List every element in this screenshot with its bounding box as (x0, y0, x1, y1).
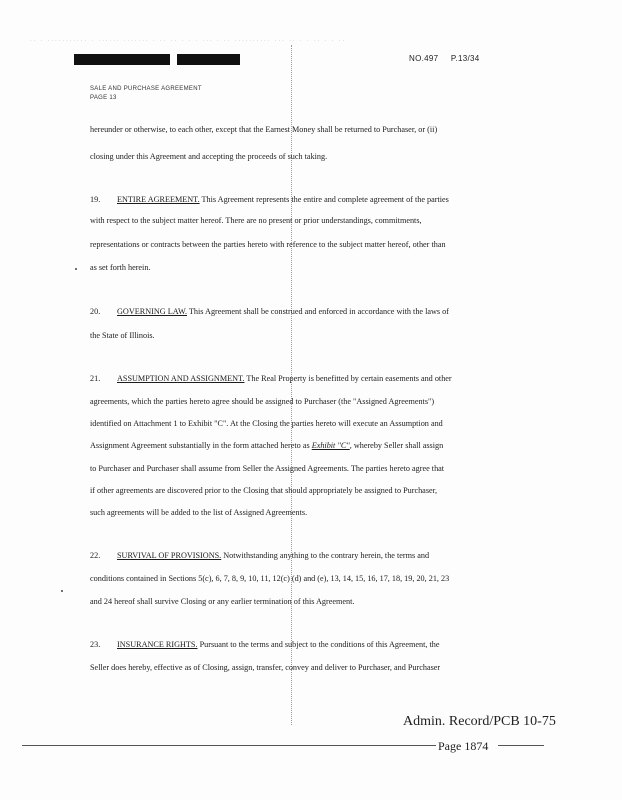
paragraph-line: the State of Illinois. (90, 331, 155, 340)
paragraph-line: Seller does hereby, effective as of Closing, assign, transfer, convey and deliver to Purchaser, and Purchaser (90, 663, 441, 672)
section-number: 19. (90, 195, 101, 204)
section-text: Pursuant to the terms and subject to the conditions of this Agreement, the (197, 640, 440, 649)
paragraph-line: if other agreements are discovered prior to the Closing that should appropriately be assigned to Purchaser, (90, 486, 438, 495)
scan-speck (61, 590, 63, 592)
admin-record-page: Page 1874 (438, 739, 489, 753)
scan-fold-line (291, 45, 293, 725)
paragraph-line: as set forth herein. (90, 263, 151, 272)
section-text: This Agreement shall be construed and enforced in accordance with the laws of (187, 307, 449, 316)
paragraph-line: identified on Attachment 1 to Exhibit "C". At the Closing the parties hereto will execute an Assumption and (90, 419, 443, 428)
paragraph-line: closing under this Agreement and accepting the proceeds of such taking. (90, 152, 328, 161)
paragraph-line: such agreements will be added to the list of Assigned Agreements. (90, 508, 308, 517)
fax-number: NO.497 (409, 54, 439, 63)
section-text: Notwithstanding anything to the contrary herein, the terms and (221, 551, 430, 560)
paragraph-line: hereunder or otherwise, to each other, except that the Earnest Money shall be returned to Purchaser, or (ii) (90, 125, 438, 134)
footer-rule (22, 745, 436, 746)
exhibit-reference: Exhibit "C" (311, 441, 350, 450)
document-title: SALE AND PURCHASE AGREEMENT (90, 86, 202, 92)
paragraph-line: with respect to the subject matter hereof. There are no present or prior understandings, commitments, (90, 216, 422, 225)
document-page-label: PAGE 13 (90, 95, 117, 101)
section-text: , whereby Seller shall assign (349, 441, 444, 450)
paragraph-line: representations or contracts between the parties hereto with reference to the subject matter hereof, other than (90, 240, 446, 249)
paragraph-line: and 24 hereof shall survive Closing or any earlier termination of this Agreement. (90, 597, 355, 606)
footer-rule (498, 745, 544, 746)
section-number: 23. (90, 640, 101, 649)
paragraph-line: agreements, which the parties hereto agree should be assigned to Purchaser (the "Assigned Agreements") (90, 397, 435, 406)
section-19-first-line (117, 195, 449, 205)
fax-page-count: P.13/34 (450, 54, 480, 63)
section-23-first-line (117, 640, 439, 650)
section-20-first-line (117, 307, 449, 317)
section-text: The Real Property is benefitted by certain easements and other (244, 374, 452, 383)
section-text: Assignment Agreement substantially in the form attached hereto as (90, 441, 312, 450)
paragraph-line: to Purchaser and Purchaser shall assume from Seller the Assigned Agreements. The parties hereto agree that (90, 464, 445, 473)
fax-header-noise: ·· · ··········· · ······ ······· · ·· ·· · · · ··· · ·· ·········· ··· ·· · · ·· · · ·· (30, 38, 347, 44)
section-21-first-line (117, 374, 452, 384)
section-title: SURVIVAL OF PROVISIONS. (117, 551, 222, 560)
section-title: ASSUMPTION AND ASSIGNMENT. (117, 374, 245, 383)
section-title: INSURANCE RIGHTS. (117, 640, 198, 649)
section-number: 22. (90, 551, 101, 560)
section-22-first-line (117, 551, 429, 561)
fax-page-marker (409, 54, 490, 63)
section-text: This Agreement represents the entire and complete agreement of the parties (199, 195, 449, 204)
section-number: 20. (90, 307, 101, 316)
section-title: ENTIRE AGREEMENT. (117, 195, 200, 204)
section-21-line-4 (90, 441, 443, 451)
admin-record-stamp: Admin. Record/PCB 10-75 (403, 714, 556, 729)
scan-speck (75, 268, 77, 270)
redaction-bar (74, 54, 170, 65)
section-title: GOVERNING LAW. (117, 307, 187, 316)
section-number: 21. (90, 374, 101, 383)
paragraph-line: conditions contained in Sections 5(c), 6, 7, 8, 9, 10, 11, 12(c) (d) and (e), 13, 14, 15, 16, 17, 18, 19, 20, 21, 23 (90, 574, 450, 583)
redaction-bar (177, 54, 240, 65)
